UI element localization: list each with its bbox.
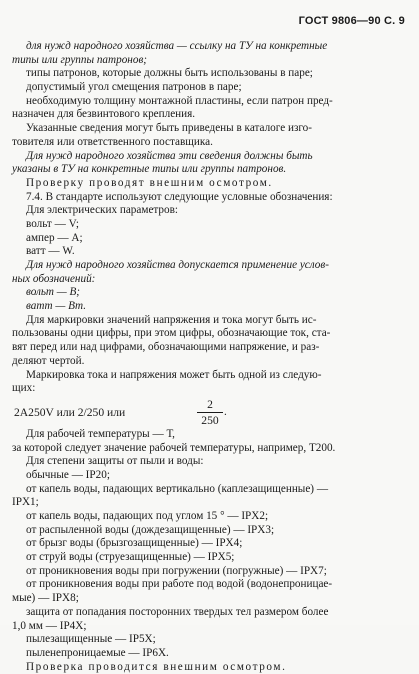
text-line: для нужд народного хозяйства — ссылку на ТУ на конкретные <box>26 40 328 52</box>
text-line: Указанные сведения могут быть приведены в каталоге изго- <box>26 122 313 135</box>
text-line: от капель воды, падающих под углом 15 ° — IPX2; <box>26 510 269 522</box>
text-line: необходимую толщину монтажной пластины, если патрон пред- <box>26 94 333 107</box>
text-line: защита от попадания посторонних твердых тел размером более <box>26 605 329 618</box>
page-header: ГОСТ 9806—90 С. 9 <box>298 15 405 27</box>
text-line: от брызг воды (брызгозащищенные) — IPX4; <box>26 537 243 550</box>
formula-end: . <box>224 405 227 418</box>
text-line: Проверку проводят внешним осмотром. <box>26 176 273 189</box>
text-line: допустимый угол смещения патронов в паре; <box>26 81 242 94</box>
text-line: указаны в ТУ на конкретные типы или группы патронов. <box>12 163 287 176</box>
fraction-denominator: 250 <box>201 413 219 427</box>
text-line: мые) — IPX8; <box>12 592 79 605</box>
text-line: щих: <box>12 382 36 395</box>
text-line: обычные — IP20; <box>26 468 110 481</box>
text-line: Для степени защиты от пыли и воды: <box>26 455 204 468</box>
text-line: от проникновения воды при погружении (погружные) — IPX7; <box>26 564 327 577</box>
text-line: ватт — Вт. <box>26 300 87 313</box>
fraction-bar <box>197 412 223 413</box>
text-line: Маркировка тока и напряжения может быть одной из следую- <box>26 368 322 381</box>
text-line: от струй воды (струезащищенные) — IPX5; <box>26 551 235 564</box>
section-heading: 7.4. В стандарте используют следующие условные обозначения: <box>26 190 333 203</box>
text-line: типы патронов, которые должны быть использованы в паре; <box>26 67 313 80</box>
text-line: Для нужд народного хозяйства эти сведения должны быть <box>26 149 313 162</box>
text-line: 1,0 мм — IP4X; <box>12 619 87 632</box>
text-line: пользованы одни цифры, при этом цифры, обозначающие ток, ста- <box>12 327 331 340</box>
text-line: вольт — V; <box>26 217 79 230</box>
document-body <box>12 40 400 674</box>
text-line: пыленепроницаемые — IP6X. <box>26 646 169 659</box>
text-line: назначен для безвинтового крепления. <box>12 108 196 121</box>
text-line: от проникновения воды при работе под водой (водонепроницае- <box>26 578 333 591</box>
text-line: товителя или ответственного поставщика. <box>12 135 213 148</box>
text-line: Для электрических параметров: <box>26 204 179 217</box>
text-line: Для нужд народного хозяйства допускается применение услов- <box>26 259 329 271</box>
text-line: вольт — В; <box>26 286 81 299</box>
text-line: Проверка проводится внешним осмотром. <box>26 660 287 673</box>
text-line: пылезащищенные — IP5X; <box>26 633 156 646</box>
formula-fraction <box>197 398 223 427</box>
text-line: от капель воды, падающих вертикально (каплезащищенные) — <box>26 482 329 495</box>
text-line: за которой следует значение рабочей температуры, например, Т200. <box>12 441 336 454</box>
text-line: деляют чертой. <box>12 354 85 367</box>
text-line: ных обозначений: <box>12 272 96 285</box>
text-line: Для рабочей температуры — Т, <box>26 427 175 440</box>
text-line: от распыленной воды (дождезащищенные) — IPX3; <box>26 523 275 536</box>
fraction-numerator: 2 <box>207 397 213 411</box>
text-line: типы или группы патронов; <box>12 53 148 66</box>
text-line: Для маркировки значений напряжения и тока могут быть ис- <box>26 313 317 326</box>
text-line: ампер — А; <box>26 231 83 244</box>
formula-text: 2A250V или 2/250 или <box>14 405 126 419</box>
text-line: IPX1; <box>12 496 39 509</box>
text-line: вят перед или над цифрами, обозначающими напряжение, и раз- <box>12 341 320 354</box>
marking-formula <box>12 398 400 428</box>
text-line: ватт — W. <box>26 245 75 258</box>
